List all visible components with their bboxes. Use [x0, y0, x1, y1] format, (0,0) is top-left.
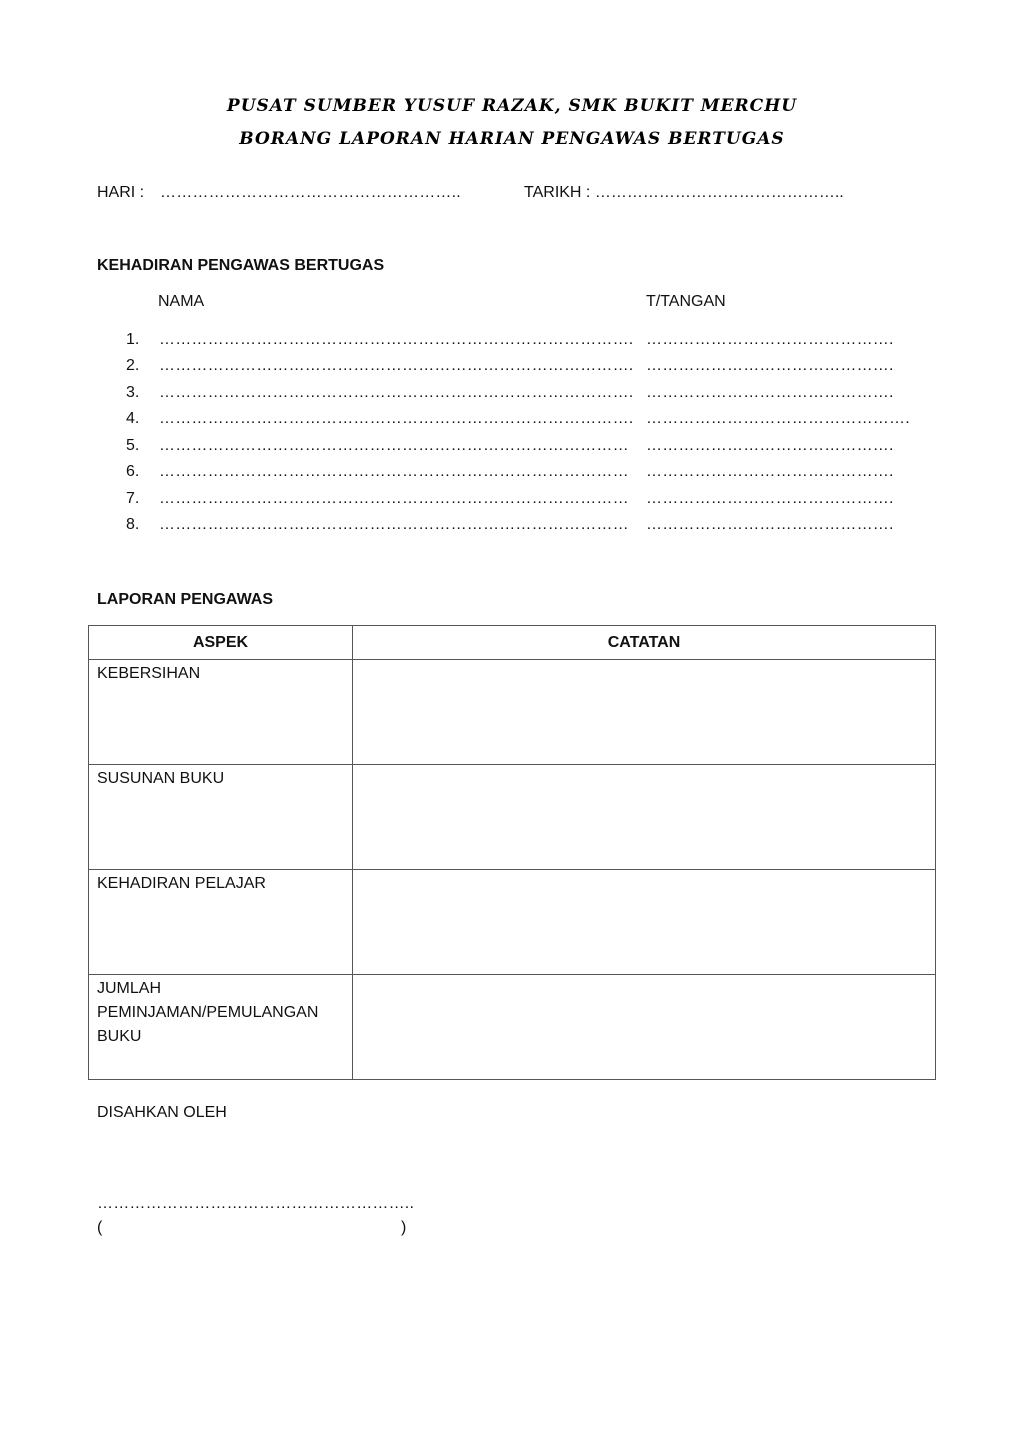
approval-name-close-paren: ) — [401, 1219, 407, 1236]
col-catatan-header: CATATAN — [353, 626, 936, 660]
tarikh-label[interactable]: TARIKH : ……………………………………….. — [524, 184, 844, 201]
row-number: 5. — [126, 437, 140, 454]
table-row — [89, 660, 936, 765]
form-title-line1: PUSAT SUMBER YUSUF RAZAK, SMK BUKIT MERCHU — [226, 96, 798, 116]
row-number: 8. — [126, 516, 140, 533]
col-sign-header: T/TANGAN — [646, 293, 726, 310]
name-field[interactable]: …………………………………………………………………………… — [159, 463, 629, 480]
aspek-cell: JUMLAH PEMINJAMAN/PEMULANGAN BUKU — [89, 975, 353, 1080]
catatan-cell[interactable] — [353, 660, 936, 765]
signature-field[interactable]: …………………………………………. — [646, 410, 910, 427]
row-number: 7. — [126, 490, 140, 507]
name-field[interactable]: ……………………………………………………………………………. — [159, 331, 634, 348]
catatan-cell[interactable] — [353, 765, 936, 870]
report-heading: LAPORAN PENGAWAS — [97, 591, 274, 608]
approval-name-open-paren: ( — [97, 1219, 103, 1236]
row-number: 3. — [126, 384, 140, 401]
form-title-line2: BORANG LAPORAN HARIAN PENGAWAS BERTUGAS — [239, 129, 785, 149]
signature-field[interactable]: ………………………………………. — [646, 516, 894, 533]
approval-label: DISAHKAN OLEH — [97, 1104, 227, 1121]
aspek-cell: KEBERSIHAN — [89, 660, 353, 765]
catatan-cell[interactable] — [353, 870, 936, 975]
name-field[interactable]: …………………………………………………………………………… — [159, 437, 629, 454]
name-field[interactable]: ……………………………………………………………………………. — [159, 357, 634, 374]
table-row — [89, 765, 936, 870]
signature-field[interactable]: ………………………………………. — [646, 331, 894, 348]
report-table — [88, 625, 936, 1080]
row-number: 2. — [126, 357, 140, 374]
hari-field[interactable]: ……………………………………………….. — [160, 184, 461, 201]
name-field[interactable]: …………………………………………………………………………… — [159, 490, 629, 507]
report-table-header — [89, 626, 936, 660]
row-number: 1. — [126, 331, 140, 348]
signature-field[interactable]: ………………………………………. — [646, 437, 894, 454]
col-aspek-header: ASPEK — [89, 626, 353, 660]
hari-label: HARI : — [97, 184, 145, 201]
row-number: 6. — [126, 463, 140, 480]
table-row — [89, 975, 936, 1080]
signature-field[interactable]: ………………………………………. — [646, 463, 894, 480]
name-field[interactable]: ……………………………………………………………………………. — [159, 410, 634, 427]
row-number: 4. — [126, 410, 140, 427]
table-row — [89, 870, 936, 975]
aspek-cell: SUSUNAN BUKU — [89, 765, 353, 870]
name-field[interactable]: …………………………………………………………………………… — [159, 516, 629, 533]
name-field[interactable]: ……………………………………………………………………………. — [159, 384, 634, 401]
attendance-heading: KEHADIRAN PENGAWAS BERTUGAS — [97, 257, 385, 274]
signature-field[interactable]: ………………………………………. — [646, 384, 894, 401]
approval-signature-line[interactable]: ………………………………………………….. — [97, 1195, 415, 1212]
catatan-cell[interactable] — [353, 975, 936, 1080]
signature-field[interactable]: ………………………………………. — [646, 357, 894, 374]
col-name-header: NAMA — [158, 293, 205, 310]
aspek-cell: KEHADIRAN PELAJAR — [89, 870, 353, 975]
signature-field[interactable]: ………………………………………. — [646, 490, 894, 507]
